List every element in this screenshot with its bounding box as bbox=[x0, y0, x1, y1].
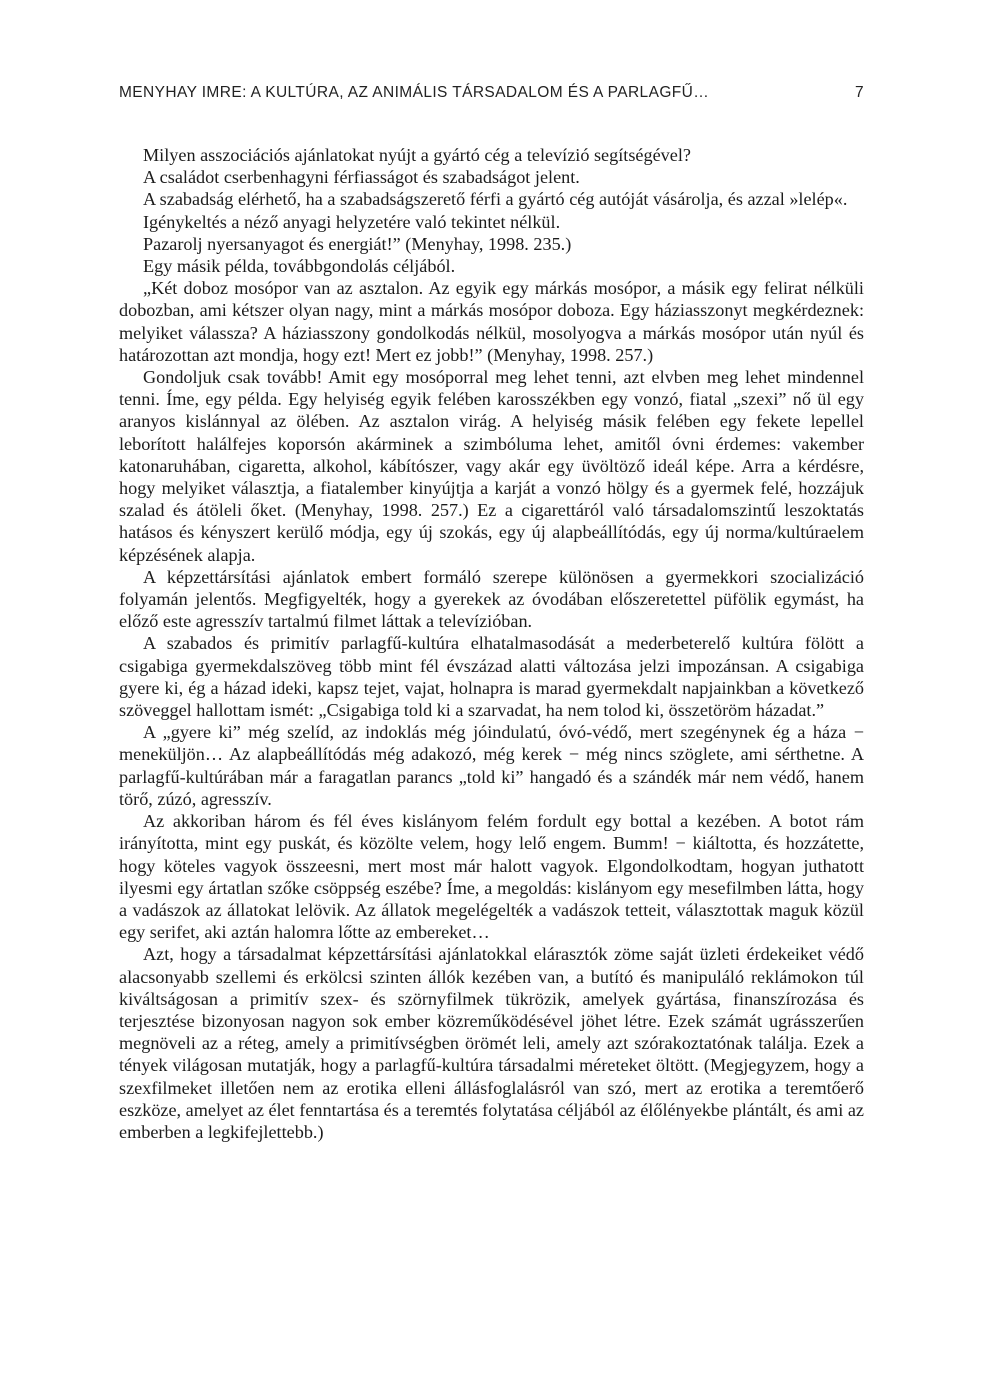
paragraph: Gondoljuk csak tovább! Amit egy mosóporral meg lehet tenni, azt elvben meg lehet mindennel tenni. Íme, egy példa. Egy helyiség egyik felében karosszékben egy vonzó, fiatal „szexi” nő ül egy aranyos kislánnyal az ölében. Az asztalon virág. A helyiség másik felében egy fekete lepellel leborított halálfejes koporsón akárminek a szimbóluma lehet, amitől óvni érdemes: vakember katonaruhában, cigaretta, alkohol, kábítószer, vagy akár egy üvöltöző ideál képe. Arra a kérdésre, hogy melyiket választja, a fiatalember kinyújtja a karját a vonzó hölgy és a gyermek felé, hozzájuk szalad és átöleli őket. (Menyhay, 1998. 257.) Ez a cigarettáról való társadalomszintű leszoktatás hatásos és kényszert kerülő módja, egy új szokás, egy új alapbeállítódás, egy új norma/kultúraelem képzésének alapja. bbox=[119, 367, 864, 565]
body-text bbox=[119, 144, 864, 1143]
paragraph: Egy másik példa, továbbgondolás céljából. bbox=[143, 256, 456, 277]
paragraph: A „gyere ki” még szelíd, az indoklás még jóindulatú, óvó-védő, mert szegénynek ég a háza − meneküljön… Az alapbeállítódás még adakozó, még kerek − még nincs szöglete, ami sérthetne. A parlagfű-kultúrában már a faragatlan parancs „told ki” hangadó és a szándék már nem védő, hanem törő, zúzó, agresszív. bbox=[119, 722, 864, 809]
paragraph: A képzettársítási ajánlatok embert formáló szerepe különösen a gyermekkori szocializáció folyamán jelentős. Megfigyelték, hogy a gyerekek az óvodában előszeretettel püfölik egymást, ha előző este agresszív tartalmú filmet láttak a televízióban. bbox=[119, 566, 864, 632]
paragraph: Pazarolj nyersanyagot és energiát!” (Menyhay, 1998. 235.) bbox=[143, 233, 572, 254]
paragraph: A szabados és primitív parlagfű-kultúra elhatalmasodását a mederbeterelő kultúra fölött a csigabiga gyermekdalszöveg több mint fél évszázad alatti változása jelzi impozánsan. A csigabiga gyere ki, ég a házad ideki, kapsz tejet, vajat, holnapra is marad gyermekdalt napjainkban a következő szöveggel hallottam ismét: „Csigabiga told ki a szarvadat, ha nem tolod ki, összetöröm házadat.” bbox=[119, 633, 864, 721]
page-number: 7 bbox=[854, 84, 864, 101]
paragraph: Azt, hogy a társadalmat képzettársítási ajánlatokkal elárasztók zöme saját üzleti érdekeiket védő alacsonyabb szellemi és erkölcsi szinten állók kezében van, a butító és manipuláló reklámokon túl kiváltságosan a primitív szex- és szörnyfilmek tükrözik, amelyek gyártása, finanszírozása és terjesztése bizonyosan nagyon sok ember közreműködésével jöhet létre. Ezek számát ugrásszerűen megnöveli az a réteg, amely a primitívségben örömét leli, amely azt szórakoztatónak találja. Ezek a tények világosan mutatják, hogy a parlagfű-kultúra társadalmi méreteket öltött. (Megjegyzem, hogy a szexfilmeket illetően nem az erotika elleni állásfoglalásról van szó, mert az erotika a teremtőerő eszköze, amelyet az élet fenntartása és a teremtés folytatása céljából az élőlényekbe plántált, és ami az emberben a legkifejlettebb.) bbox=[119, 944, 864, 1142]
quote-paragraph: „Két doboz mosópor van az asztalon. Az egyik egy márkás mosópor, a másik egy felirat nélküli dobozban, ami kétszer olyan nagy, mint a márkás mosópor doboza. Egy háziasszonyt megkérdeznek: melyiket válassza? A háziasszony gondolkodás nélkül, mosolyogva a márkás mosópor után nyúl és határozottan azt mondja, hogy ezt! Mert ez jobb!” (Menyhay, 1998. 257.) bbox=[119, 278, 864, 365]
paragraph: Igénykeltés a néző anyagi helyzetére való tekintet nélkül. bbox=[143, 211, 561, 232]
paragraph: A családot cserbenhagyni férfiasságot és szabadságot jelent. bbox=[143, 167, 580, 188]
header-title: MENYHAY IMRE: A KULTÚRA, AZ ANIMÁLIS TÁRSADALOM ÉS A PARLAGFŰ… bbox=[119, 84, 710, 101]
running-header bbox=[119, 84, 864, 108]
paragraph: A szabadság elérhető, ha a szabadságszerető férfi a gyártó cég autóját vásárolja, és azzal »lelép«. bbox=[143, 189, 848, 210]
paragraph: Milyen asszociációs ajánlatokat nyújt a gyártó cég a televízió segítségével? bbox=[143, 145, 691, 165]
paragraph: Az akkoriban három és fél éves kislányom felém fordult egy bottal a kezében. A botot rám irányította, mint egy puskát, és közölte velem, hogy lelő engem. Bumm! − kiáltotta, és hozzátette, hogy köteles vagyok összeesni, mert most már halott vagyok. Elgondolkodtam, hogyan juthatott ilyesmi egy ártatlan szőke csöppség eszébe? Íme, a megoldás: kislányom egy mesefilmben látta, hogy a vadászok az állatokat lelövik. Az állatok megelégelték a vadászok tetteit, választottak maguk közül egy serifet, aki aztán halomra lőtte az embereket… bbox=[119, 811, 864, 943]
